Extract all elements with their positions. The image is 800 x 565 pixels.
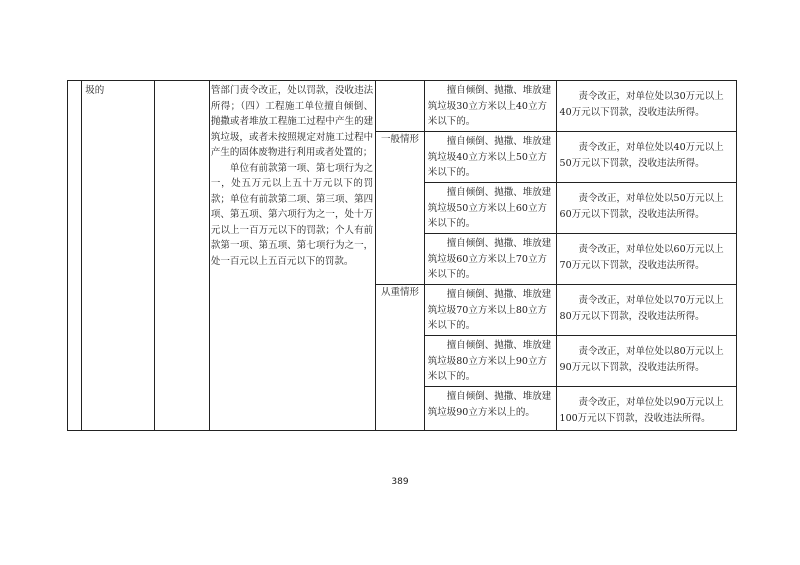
standard-cell bbox=[556, 183, 736, 234]
category-empty bbox=[376, 81, 425, 132]
circumstance-text: 擅自倾倒、抛撒、堆放建筑垃圾70立方米以上80立方米以下的。 bbox=[427, 289, 552, 331]
standard-text: 责令改正，对单位处以40万元以上50万元以下罚款，没收违法所得。 bbox=[559, 142, 724, 169]
standard-cell bbox=[556, 285, 736, 336]
circumstance-cell bbox=[424, 387, 556, 431]
standard-text: 责令改正，对单位处以80万元以上90万元以下罚款，没收违法所得。 bbox=[559, 346, 724, 373]
standard-text: 责令改正，对单位处以60万元以上70万元以下罚款，没收违法所得。 bbox=[559, 244, 724, 271]
circumstance-cell bbox=[424, 336, 556, 387]
standard-cell bbox=[556, 336, 736, 387]
standard-text: 责令改正，对单位处以30万元以上40万元以下罚款，没收违法所得。 bbox=[559, 91, 724, 118]
standard-text: 责令改正，对单位处以90万元以上100万元以下罚款，没收违法所得。 bbox=[559, 397, 724, 424]
item-name-cell bbox=[82, 81, 155, 431]
circumstance-cell bbox=[424, 234, 556, 285]
circumstance-text: 擅自倾倒、抛撒、堆放建筑垃圾30立方米以上40立方米以下的。 bbox=[427, 85, 552, 127]
item-name: 圾的 bbox=[85, 85, 105, 96]
blank-cell bbox=[155, 81, 210, 431]
circumstance-cell bbox=[424, 81, 556, 132]
circumstance-cell bbox=[424, 132, 556, 183]
category-general: 一般情形 bbox=[376, 132, 425, 285]
legal-basis-text-2: 单位有前款第一项、第七项行为之一，处五万元以上五十万元以下的罚款；单位有前款第二项、第三项、第四项、第五项、第六项行为之一，处十万元以上一百万元以下的罚款；个人有前款第一项、第五项、第七项行为之一，处一百元以上五百元以下的罚款。 bbox=[210, 162, 374, 267]
seq-cell bbox=[68, 81, 82, 431]
category-serious: 从重情形 bbox=[376, 285, 425, 431]
circumstance-text: 擅自倾倒、抛撒、堆放建筑垃圾60立方米以上70立方米以下的。 bbox=[427, 238, 552, 280]
circumstance-text: 擅自倾倒、抛撒、堆放建筑垃圾40立方米以上50立方米以下的。 bbox=[427, 136, 552, 178]
standard-cell bbox=[556, 81, 736, 132]
penalty-table bbox=[67, 80, 737, 431]
standard-text: 责令改正，对单位处以50万元以上60万元以下罚款，没收违法所得。 bbox=[559, 193, 724, 220]
standard-text: 责令改正，对单位处以70万元以上80万元以下罚款，没收违法所得。 bbox=[559, 295, 724, 322]
legal-basis-text: 管部门责令改正，处以罚款，没收违法所得；（四）工程施工单位擅自倾倒、抛撒或者堆放工程施工过程中产生的建筑垃圾，或者未按照规定对施工过程中产生的固体废物进行利用或者处置的； bbox=[210, 85, 374, 158]
page-number: 389 bbox=[391, 477, 409, 487]
standard-cell bbox=[556, 234, 736, 285]
circumstance-text: 擅自倾倒、抛撒、堆放建筑垃圾80立方米以上90立方米以下的。 bbox=[427, 340, 552, 382]
circumstance-cell bbox=[424, 183, 556, 234]
circumstance-text: 擅自倾倒、抛撒、堆放建筑垃圾90立方米以上的。 bbox=[427, 391, 552, 418]
circumstance-text: 擅自倾倒、抛撒、堆放建筑垃圾50立方米以上60立方米以下的。 bbox=[427, 187, 552, 229]
standard-cell bbox=[556, 132, 736, 183]
legal-basis-cell bbox=[209, 81, 375, 431]
circumstance-cell bbox=[424, 285, 556, 336]
standard-cell bbox=[556, 387, 736, 431]
